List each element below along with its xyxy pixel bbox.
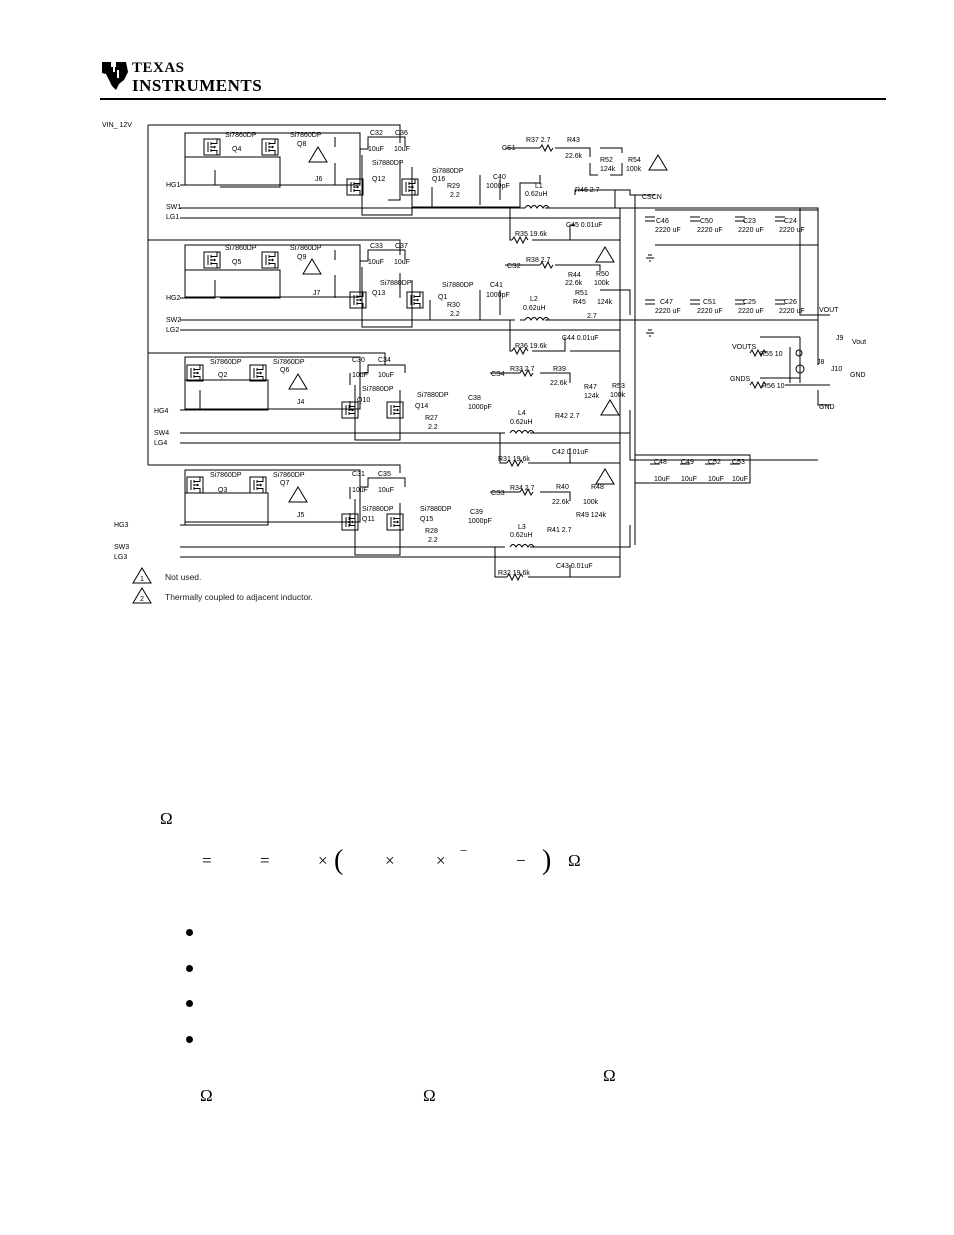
logo-text-texas: TEXAS <box>132 60 185 76</box>
part-ref: C39 <box>470 509 483 516</box>
part-ref: R29 <box>447 183 460 190</box>
part-ref: L4 <box>518 410 526 417</box>
part-ref: R46 2.7 <box>575 187 600 194</box>
ti-logo <box>100 56 263 98</box>
fet-part: Si7880DP <box>432 168 464 175</box>
net-label: SW3 <box>114 544 130 551</box>
part-ref: C31 <box>352 471 365 478</box>
fet-ref: Q3 <box>218 487 228 494</box>
part-ref: J9 <box>836 335 844 342</box>
part-value: 1000pF <box>486 183 510 190</box>
net-label: LG1 <box>166 214 180 221</box>
part-ref: J10 <box>831 366 843 373</box>
part-value: 2.2 <box>428 424 438 431</box>
part-value: 2220 uF <box>779 227 805 234</box>
part-ref: C48 <box>654 459 667 466</box>
fet-part: Si7860DP <box>225 132 257 139</box>
left-paren: ( <box>334 845 344 876</box>
part-value: 1000pF <box>468 404 492 411</box>
part-ref: R52 <box>600 157 613 164</box>
omega-symbol: Ω <box>200 1086 213 1105</box>
part-ref: C50 <box>700 218 713 225</box>
part-value: 1000pF <box>468 518 492 525</box>
minus-sign: − <box>516 851 526 870</box>
part-value: GND <box>850 372 866 379</box>
part-value: 22.6k <box>552 499 570 506</box>
part-ref: L3 <box>518 524 526 531</box>
part-ref: R45 <box>573 299 586 306</box>
fet-ref: Q2 <box>218 372 228 379</box>
part-value: 100k <box>583 499 599 506</box>
part-ref: L2 <box>530 296 538 303</box>
part-ref: R53 <box>612 383 625 390</box>
part-ref: J7 <box>313 290 321 297</box>
part-value: 2.2 <box>450 192 460 199</box>
part-ref: R31 19.6k <box>498 456 530 463</box>
net-label: CS1 <box>502 145 516 152</box>
part-ref: R34 2.7 <box>510 485 535 492</box>
fet-part: Si7880DP <box>442 282 474 289</box>
part-ref: C40 <box>493 174 506 181</box>
omega-symbol: Ω <box>568 851 581 870</box>
part-ref: R30 <box>447 302 460 309</box>
part-value: 100k <box>610 392 626 399</box>
part-ref: R48 <box>591 484 604 491</box>
bullet <box>186 929 193 936</box>
part-ref: J6 <box>315 176 323 183</box>
part-value: 10uF <box>378 487 394 494</box>
right-paren: ) <box>542 845 552 876</box>
net-label: VOUT <box>819 307 839 314</box>
part-ref: R44 <box>568 272 581 279</box>
part-ref: R32 19.6k <box>498 570 530 577</box>
fet-part: Si7860DP <box>273 359 305 366</box>
times-sign: × <box>385 851 395 870</box>
fet-part: Si7880DP <box>362 506 394 513</box>
fet-part: Si7880DP <box>380 280 412 287</box>
fet-ref: Q9 <box>297 254 307 261</box>
times-sign: × <box>436 851 446 870</box>
part-ref: C26 <box>784 299 797 306</box>
part-ref: R38 2.7 <box>526 257 551 264</box>
part-value: 2220 uF <box>779 308 805 315</box>
part-value: 2220 uF <box>655 308 681 315</box>
part-value: 0.62uH <box>525 191 548 198</box>
minus-sign: − <box>460 843 468 858</box>
net-label: CSCN <box>642 194 662 201</box>
part-ref: C51 <box>703 299 716 306</box>
net-label: SW1 <box>166 204 182 211</box>
fet-part: Si7860DP <box>210 472 242 479</box>
fet-part: Si7880DP <box>372 160 404 167</box>
part-ref: R39 <box>553 366 566 373</box>
fet-ref: Q4 <box>232 146 242 153</box>
omega-symbol: Ω <box>160 809 173 828</box>
part-ref: C45 0.01uF <box>566 222 603 229</box>
part-ref: C52 <box>708 459 721 466</box>
part-ref: J4 <box>297 399 305 406</box>
part-ref: C43 0.01uF <box>556 563 593 570</box>
part-value: 124k <box>600 166 616 173</box>
fet-part: Si7860DP <box>225 245 257 252</box>
part-value: 10uF <box>708 476 724 483</box>
fet-ref: Q13 <box>372 290 386 297</box>
part-ref: C37 <box>395 243 408 250</box>
note-number: 1 <box>140 576 144 583</box>
part-ref: R56 10 <box>762 383 785 390</box>
part-value: 10uF <box>368 146 384 153</box>
part-ref: R41 2.7 <box>547 527 572 534</box>
net-label: CS3 <box>491 490 505 497</box>
fet-ref: Q5 <box>232 259 242 266</box>
part-value: 10uF <box>654 476 670 483</box>
part-value: 2220 uF <box>697 227 723 234</box>
part-ref: R43 <box>567 137 580 144</box>
part-ref: J8 <box>817 359 825 366</box>
part-ref: R28 <box>425 528 438 535</box>
part-value: 2.7 <box>587 313 597 320</box>
fet-ref: Q16 <box>432 176 446 183</box>
fet-ref: Q1 <box>438 294 448 301</box>
net-label: GNDS <box>730 376 751 383</box>
part-value: 10uF <box>378 372 394 379</box>
part-value: 124k <box>597 299 613 306</box>
net-label: HG3 <box>114 522 129 529</box>
net-label: SW4 <box>154 430 170 437</box>
fet-ref: Q15 <box>420 516 434 523</box>
part-value: 0.62uH <box>510 419 533 426</box>
part-ref: R35 19.6k <box>515 231 547 238</box>
fet-ref: Q12 <box>372 176 386 183</box>
net-label: CS2 <box>507 263 521 270</box>
part-ref: R40 <box>556 484 569 491</box>
part-ref: C34 <box>378 357 391 364</box>
part-ref: C25 <box>743 299 756 306</box>
fet-part: Si7860DP <box>290 245 322 252</box>
part-ref: R36 19.6k <box>515 343 547 350</box>
schematic-diagram <box>100 115 880 610</box>
part-value: 2220 uF <box>697 308 723 315</box>
net-label: SW2 <box>166 317 182 324</box>
part-value: Vout <box>852 339 867 346</box>
header-rule <box>100 98 886 100</box>
part-ref: C33 <box>370 243 383 250</box>
part-ref: J5 <box>297 512 305 519</box>
fet-part: Si7880DP <box>417 392 449 399</box>
net-label: LG3 <box>114 554 128 561</box>
bullet <box>186 965 193 972</box>
net-label: CS4 <box>491 371 505 378</box>
net-label: VIN_ 12V <box>102 122 132 129</box>
part-ref: R54 <box>628 157 641 164</box>
part-ref: R37 2.7 <box>526 137 551 144</box>
part-value: 10uF <box>732 476 748 483</box>
part-value: 100k <box>594 280 610 287</box>
note-number: 2 <box>140 596 144 603</box>
part-value: 124k <box>584 393 600 400</box>
part-value: 22.6k <box>565 280 583 287</box>
part-value: 0.62uH <box>523 305 546 312</box>
part-ref: R47 <box>584 384 597 391</box>
part-value: 0.62uH <box>510 532 533 539</box>
eq-sign: = <box>260 851 270 870</box>
fet-part: Si7860DP <box>210 359 242 366</box>
times-sign: × <box>318 851 328 870</box>
part-ref: C32 <box>370 130 383 137</box>
fet-ref: Q6 <box>280 367 290 374</box>
part-ref: L1 <box>535 183 543 190</box>
part-ref: R55 10 <box>760 351 783 358</box>
part-value: 2220 uF <box>738 308 764 315</box>
fet-part: Si7880DP <box>420 506 452 513</box>
net-label: GND <box>819 404 835 411</box>
net-label: HG1 <box>166 182 181 189</box>
part-ref: C35 <box>378 471 391 478</box>
omega-symbol: Ω <box>423 1086 436 1105</box>
part-ref: C38 <box>468 395 481 402</box>
fet-part: Si7860DP <box>290 132 322 139</box>
fet-ref: Q10 <box>357 397 371 404</box>
part-ref: R50 <box>596 271 609 278</box>
part-ref: C47 <box>660 299 673 306</box>
part-value: 22.6k <box>550 380 568 387</box>
part-value: 10uF <box>352 487 368 494</box>
part-ref: C36 <box>395 130 408 137</box>
fet-ref: Q8 <box>297 141 307 148</box>
fet-part: Si7860DP <box>273 472 305 479</box>
fet-part: Si7880DP <box>362 386 394 393</box>
part-value: 100k <box>626 166 642 173</box>
net-label: LG2 <box>166 327 180 334</box>
part-ref: C44 0.01uF <box>562 335 599 342</box>
note-text: Thermally coupled to adjacent inductor. <box>165 592 313 602</box>
part-value: 10uF <box>394 146 410 153</box>
omega-symbol: Ω <box>603 1066 616 1085</box>
part-value: 10uF <box>352 372 368 379</box>
part-value: 10uF <box>394 259 410 266</box>
part-ref: R51 <box>575 290 588 297</box>
part-ref: R49 124k <box>576 512 606 519</box>
part-ref: C46 <box>656 218 669 225</box>
part-ref: R42 2.7 <box>555 413 580 420</box>
bullet <box>186 1036 193 1043</box>
part-value: 2220 uF <box>655 227 681 234</box>
part-value: 2.2 <box>428 537 438 544</box>
part-ref: C53 <box>732 459 745 466</box>
part-ref: C42 0.01uF <box>552 449 589 456</box>
part-ref: C49 <box>681 459 694 466</box>
fet-ref: Q14 <box>415 403 429 410</box>
net-label: LG4 <box>154 440 168 447</box>
part-value: 10uF <box>681 476 697 483</box>
part-value: 10uF <box>368 259 384 266</box>
note-text: Not used. <box>165 572 202 582</box>
part-ref: R27 <box>425 415 438 422</box>
fet-ref: Q11 <box>362 516 375 523</box>
part-value: 2220 uF <box>738 227 764 234</box>
logo-text-instruments: INSTRUMENTS <box>132 76 263 95</box>
part-ref: C41 <box>490 282 503 289</box>
part-value: 2.2 <box>450 311 460 318</box>
part-ref: R33 2.7 <box>510 366 535 373</box>
part-value: 22.6k <box>565 153 583 160</box>
fet-ref: Q7 <box>280 480 290 487</box>
net-label: HG2 <box>166 295 181 302</box>
equation <box>160 843 600 878</box>
part-ref: C23 <box>743 218 756 225</box>
net-label: VOUTS <box>732 344 757 351</box>
eq-sign: = <box>202 851 212 870</box>
net-label: HG4 <box>154 408 169 415</box>
part-ref: C24 <box>784 218 797 225</box>
part-value: 1000pF <box>486 292 510 299</box>
bullet <box>186 1000 193 1007</box>
texas-state-icon <box>100 58 130 92</box>
part-ref: C30 <box>352 357 365 364</box>
